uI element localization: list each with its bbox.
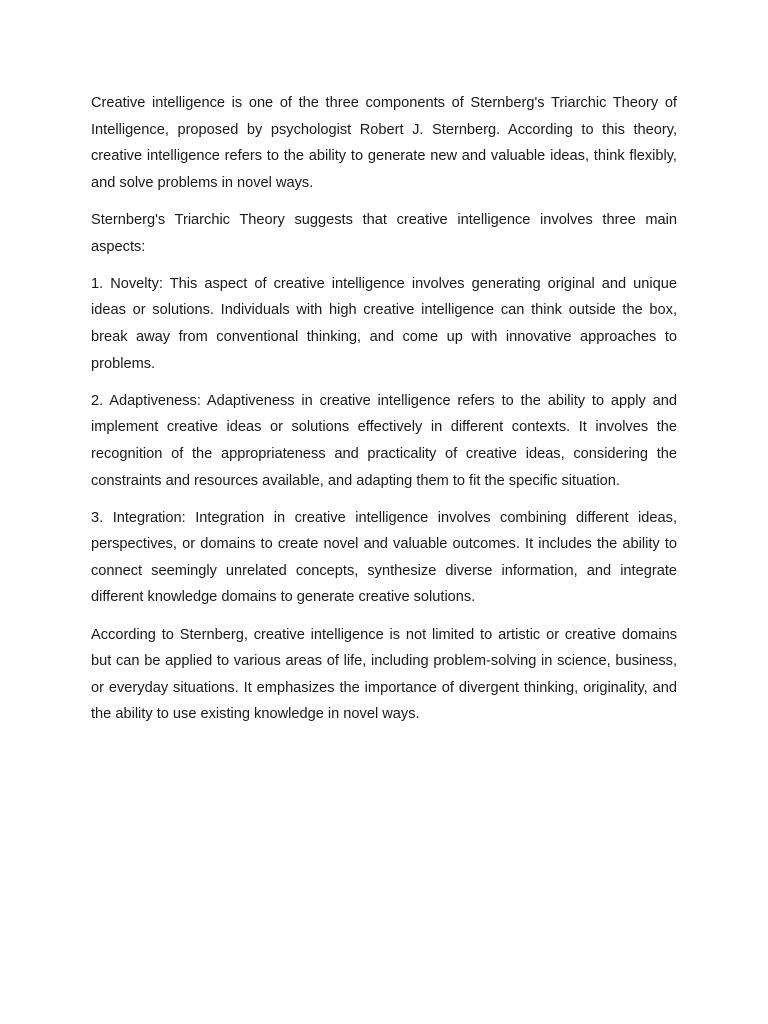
paragraph-integration: 3. Integration: Integration in creative intelligence involves combining different ideas, perspectives, or domains to create novel and valuable outcomes. It includes the ability to connect seemingly unrelated concepts, synthesize diverse information, and integrate different knowledge domains to generate creative solutions.	[91, 509, 677, 606]
paragraph-adaptiveness: 2. Adaptiveness: Adaptiveness in creative intelligence refers to the ability to apply and implement creative ideas or solutions effectively in different contexts. It involves the recognition of the appropriateness and practicality of creative ideas, considering the constraints and resources available, and adapting them to fit the specific situation.	[91, 392, 677, 489]
paragraph-conclusion: According to Sternberg, creative intelligence is not limited to artistic or creative domains but can be applied to various areas of life, including problem-solving in science, business, or everyday situations. It emphasizes the importance of divergent thinking, originality, and the ability to use existing knowledge in novel ways.	[91, 626, 677, 723]
paragraph-intro: Creative intelligence is one of the three components of Sternberg's Triarchic Theory of Intelligence, proposed by psychologist Robert J. Sternberg. According to this theory, creative intelligence refers to the ability to generate new and valuable ideas, think flexibly, and solve problems in novel ways.	[91, 95, 677, 191]
paragraph-aspects-lead: Sternberg's Triarchic Theory suggests that creative intelligence involves three main aspects:	[91, 211, 677, 255]
document-body	[91, 90, 677, 739]
paragraph-novelty: 1. Novelty: This aspect of creative intelligence involves generating original and unique ideas or solutions. Individuals with high creative intelligence can think outside the box, break away from conventional thinking, and come up with innovative approaches to problems.	[91, 275, 677, 372]
